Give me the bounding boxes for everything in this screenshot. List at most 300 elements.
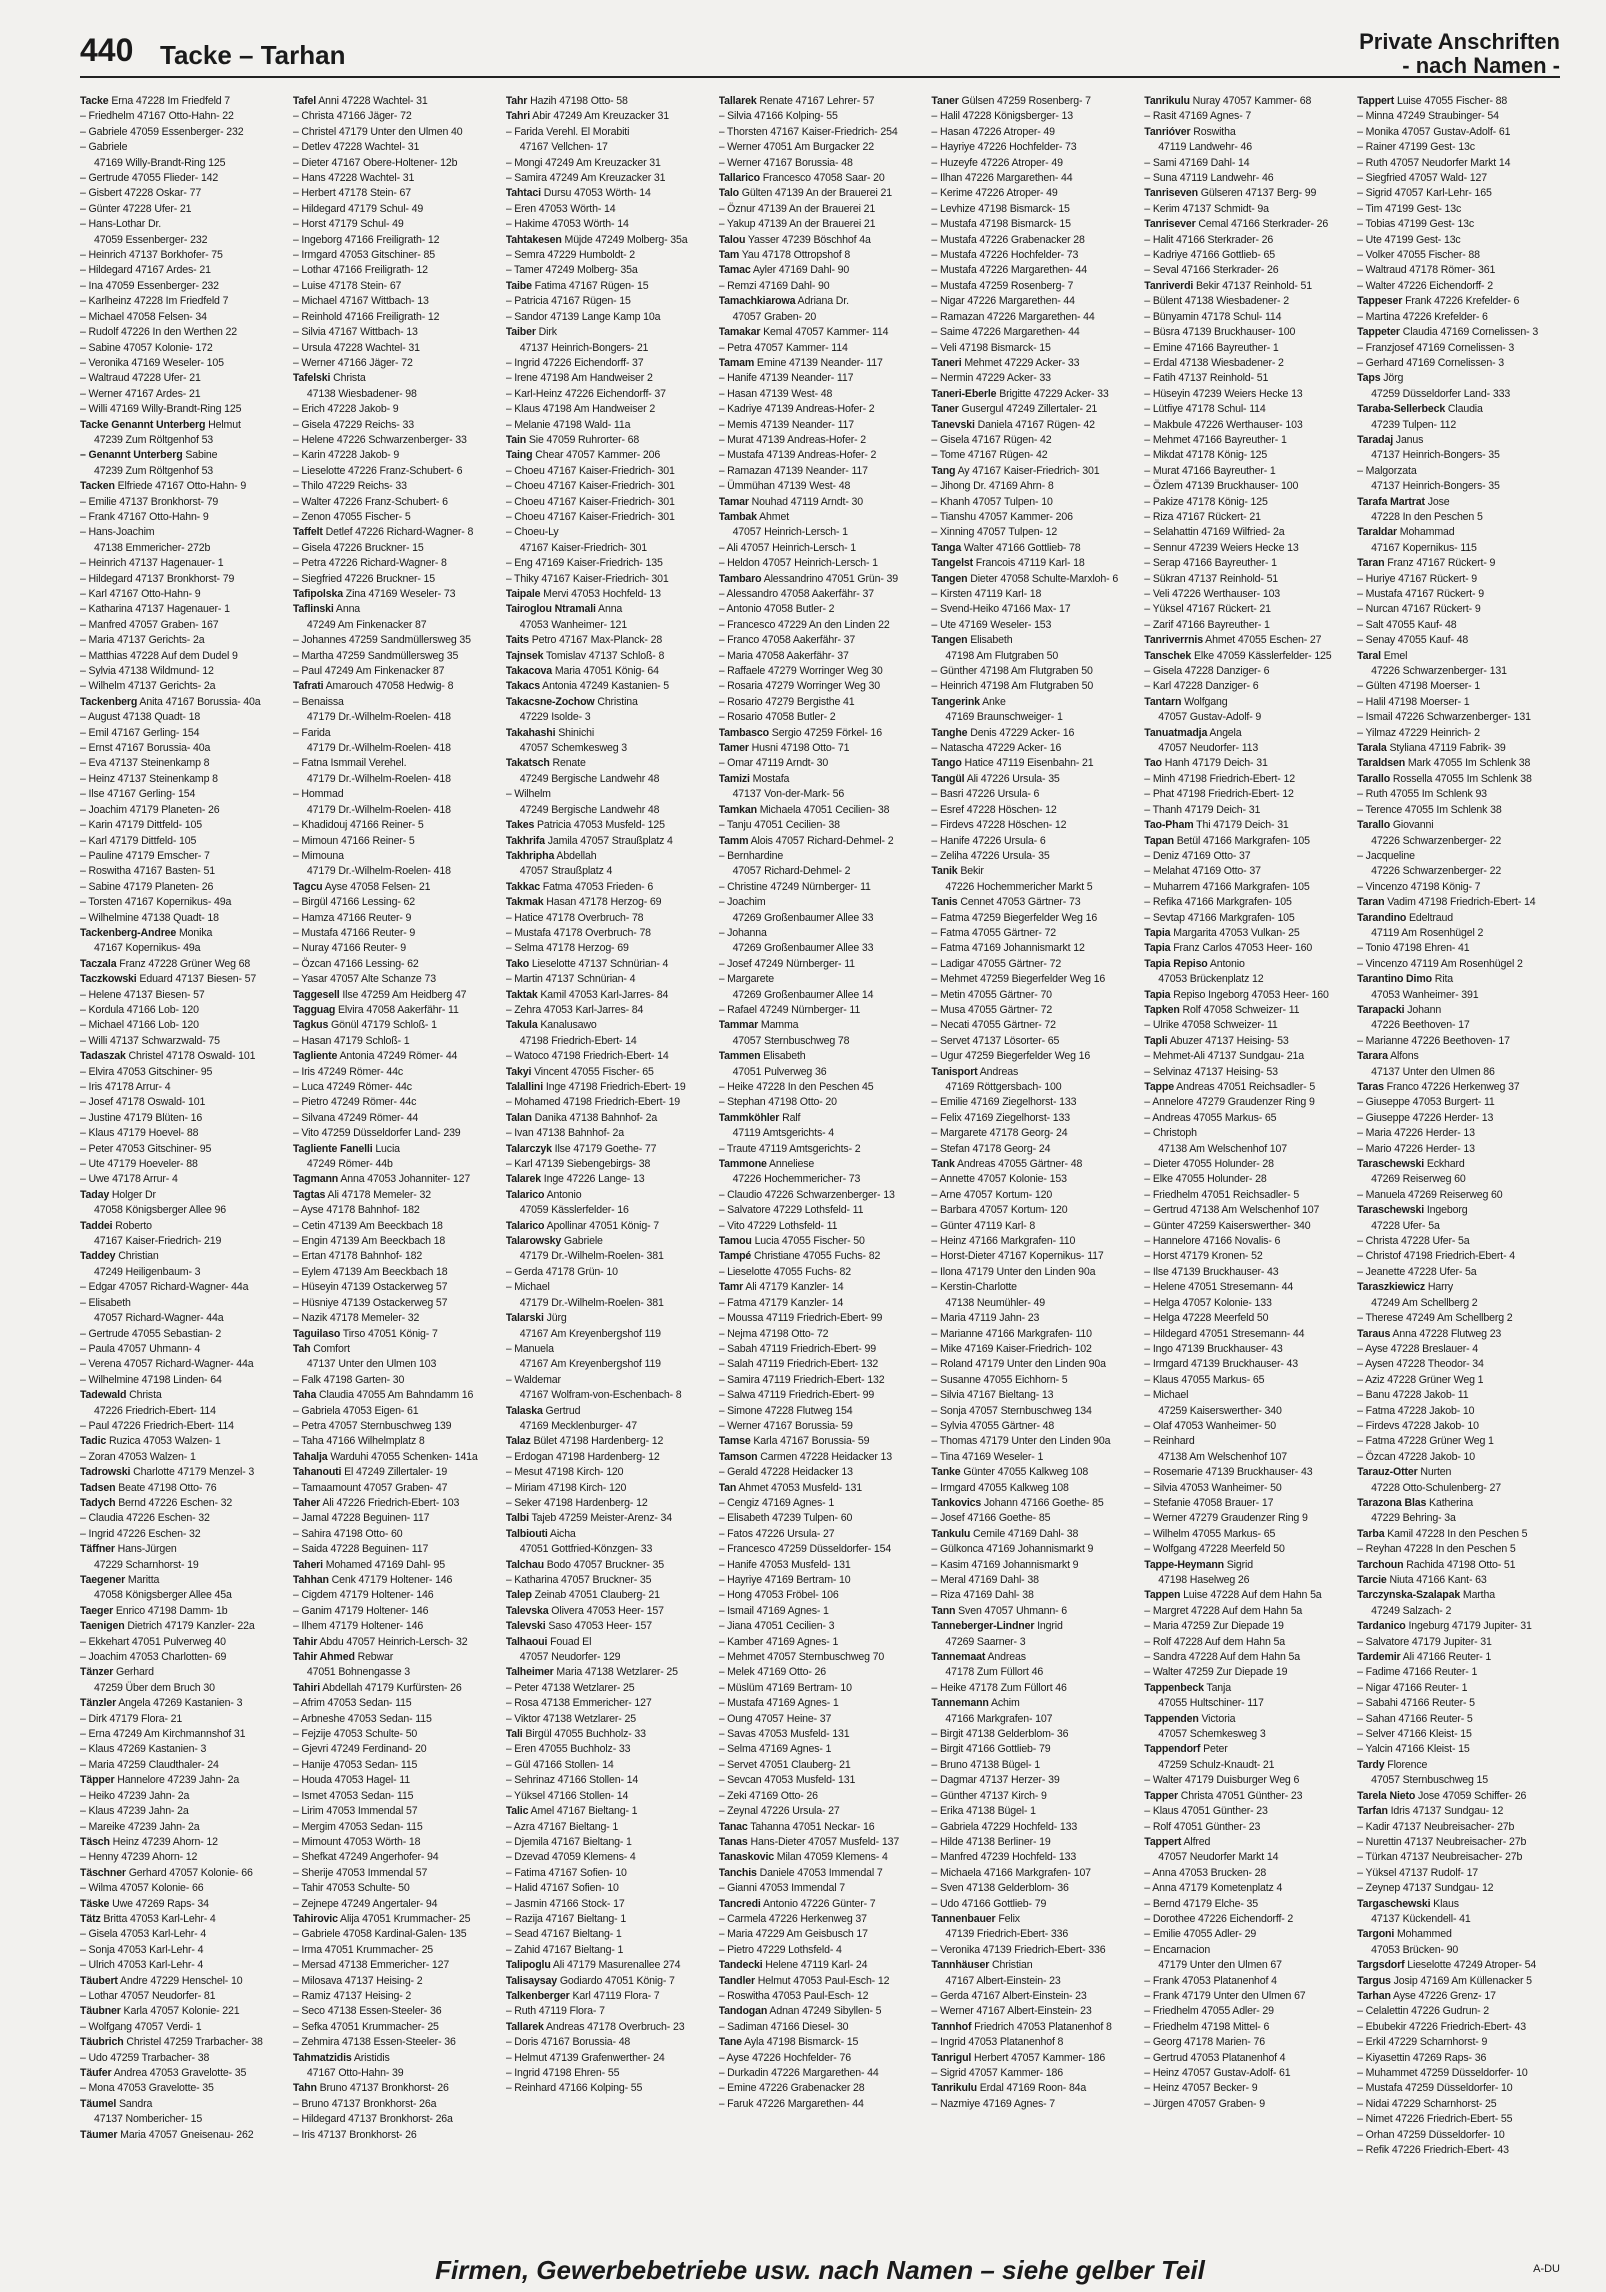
directory-entry [293,2035,496,2050]
directory-entry [80,957,283,972]
directory-entry [1144,171,1347,186]
entry-text: Jürg [546,1312,567,1325]
directory-entry [719,1604,922,1619]
directory-entry [1357,1419,1560,1434]
entry-surname: Tarczynska-Szalapak [1357,1589,1461,1602]
entry-text: – Jasmin 47166 Stock- 17 [505,1897,625,1910]
entry-text: 47167 Kaiser-Friedrich- 219 [94,1235,222,1248]
entry-text: – Ganim 47179 Holtener- 146 [292,1604,429,1617]
directory-entry [719,140,922,155]
directory-entry [293,1820,496,1835]
entry-text: – Ernst 47167 Borussia- 40a [80,742,211,755]
directory-entry [80,1789,283,1804]
directory-entry [1357,1820,1560,1835]
entry-text: Maria 47051 König- 64 [554,665,659,678]
directory-entry [80,972,283,987]
directory-entry [1357,1404,1560,1419]
entry-text: – Halil 47198 Moerser- 1 [1357,695,1470,708]
directory-entry [293,186,496,201]
directory-entry [931,602,1134,617]
entry-surname: Tamachkiarowa [718,295,796,308]
entry-text: – Sevcan 47053 Musfeld- 131 [718,1774,856,1787]
entry-text: – Ugur 47259 Biegerfelder Weg 16 [931,1050,1091,1063]
entry-surname: Taheri [292,1558,323,1571]
entry-text: 47179 Dr.-Wilhelm-Roelen- 418 [306,711,451,724]
entry-text: – Engin 47139 Am Beeckbach 18 [292,1235,446,1248]
entry-surname: Taraszkiewicz [1357,1281,1426,1294]
entry-text: – Giuseppe 47053 Burgert- 11 [1357,1096,1495,1109]
directory-entry [80,1018,283,1033]
entry-surname: Tagmann [292,1173,339,1186]
entry-text: Elisabeth [763,1050,806,1063]
directory-entry [1357,1588,1560,1603]
directory-entry [931,1327,1134,1342]
directory-entry [293,572,496,587]
directory-entry [506,1681,709,1696]
entry-text: – Waltraud 47178 Römer- 361 [1357,264,1496,277]
entry-text: 47178 Zum Füllort 46 [945,1666,1044,1679]
directory-entry [293,1095,496,1110]
entry-text: – Esref 47228 Höschen- 12 [931,803,1057,816]
entry-text: – Christa 47166 Jäger- 72 [292,110,412,123]
entry-surname: Talarek [505,1173,541,1186]
directory-entry [931,279,1134,294]
entry-text: – Manfred 47239 Hochfeld- 133 [931,1851,1077,1864]
directory-entry [1357,1188,1560,1203]
entry-text: 47269 Großenbaumer Allee 14 [732,988,874,1001]
directory-entry [1144,1265,1347,1280]
directory-entry [1357,1065,1560,1080]
directory-entry [1144,310,1347,325]
entry-text: Erdal 47169 Roon- 84a [979,2082,1087,2095]
directory-entry [1144,572,1347,587]
directory-entry [719,94,922,109]
entry-surname: Targaschewski [1357,1897,1431,1910]
directory-entry [293,2004,496,2019]
entry-text: – Mustafa 47226 Margarethen- 44 [931,264,1087,277]
entry-text: – Mustafa 47226 Grabenacker 28 [931,233,1085,246]
directory-entry [1144,294,1347,309]
directory-entry [506,1773,709,1788]
entry-text: Mohammad [1399,526,1455,539]
entry-text: – Ismail 47169 Agnes- 1 [718,1604,829,1617]
entry-text: – Kerstin-Charlotte [931,1281,1017,1294]
directory-entry [293,1604,496,1619]
directory-entry [293,1773,496,1788]
directory-entry [1144,1203,1347,1218]
entry-surname: Tarala [1357,742,1387,755]
directory-entry [1357,649,1560,664]
directory-entry [506,972,709,987]
entry-surname: Tahanouti [292,1466,342,1479]
directory-entry [719,2051,922,2066]
entry-text: – Tanju 47051 Cecilien- 38 [718,819,840,832]
entry-text: Antonia 47249 Kastanien- 5 [542,680,670,693]
entry-text: Dirk [538,326,557,339]
entry-text: Angela [1209,726,1242,739]
directory-entry [506,248,709,263]
directory-entry [293,1327,496,1342]
directory-entry [931,418,1134,433]
entry-text: – Hasan 47179 Schloß- 1 [292,1034,410,1047]
entry-text: – Franco 47058 Aakerfähr- 37 [718,634,856,647]
entry-text: – Heiko 47239 Jahn- 2a [80,1789,190,1802]
entry-text: Gertrud [545,1404,581,1417]
directory-entry [1144,1974,1347,1989]
directory-entry [506,1635,709,1650]
directory-entry [506,294,709,309]
entry-text: – Martin 47137 Schnürian- 4 [505,973,636,986]
entry-text: – Farida Verehl. El Morabiti [505,125,630,138]
entry-text: 47138 Wiesbadener- 98 [306,387,417,400]
directory-entry [506,510,709,525]
entry-text: Angela 47269 Kastanien- 3 [118,1697,243,1710]
directory-entry [80,1511,283,1526]
directory-entry [931,957,1134,972]
directory-entry [1357,1742,1560,1757]
entry-text: – Ayse 47178 Bahnhof- 182 [292,1204,420,1217]
entry-surname: Tanuatmadja [1144,726,1208,739]
entry-text: Rossella 47055 Im Schlenk 38 [1392,772,1532,785]
entry-text: 47138 Neumühler- 49 [945,1296,1046,1309]
entry-surname: Taflinski [292,603,334,616]
entry-surname: Tadych [80,1496,116,1509]
directory-entry [293,418,496,433]
entry-text: – Josef 47166 Goethe- 85 [931,1512,1051,1525]
directory-entry [506,679,709,694]
directory-entry [719,988,922,1003]
entry-text: – Zejnepe 47249 Angertaler- 94 [292,1897,438,1910]
entry-surname: Tappen [1144,1589,1181,1602]
entry-surname: Tanschek [1144,649,1192,662]
entry-text: Anna 47053 Johanniter- 127 [340,1173,471,1186]
entry-text: – Rosemarie 47139 Bruckhauser- 43 [1144,1466,1313,1479]
directory-entry [506,109,709,124]
entry-text: Harry [1427,1281,1454,1294]
directory-entry [1357,541,1560,556]
entry-surname: Tahir Ahmed [292,1651,355,1664]
entry-text: 47166 Markgrafen- 107 [945,1712,1053,1725]
entry-text: Warduhi 47055 Schenken- 141a [330,1450,478,1463]
entry-surname: Targoni [1357,1928,1395,1941]
directory-entry [1357,1342,1560,1357]
entry-surname: Talaz [505,1435,531,1448]
entry-text: Shinichi [558,726,595,739]
entry-surname: Tanghe [931,726,968,739]
entry-text: 47269 Großenbaumer Allee 33 [732,911,874,924]
directory-entry [719,1065,922,1080]
directory-entry [1144,109,1347,124]
entry-text: – Joachim 47053 Charlotten- 69 [80,1651,227,1664]
directory-entry [931,171,1134,186]
entry-text: – Pietro 47249 Römer- 44c [292,1096,417,1109]
entry-surname: Tacke [80,95,109,107]
entry-text: 47055 Hultschiner- 117 [1158,1697,1264,1710]
directory-entry [293,1203,496,1218]
directory-entry [506,418,709,433]
entry-text: 47179 Dr.-Wilhelm-Roelen- 418 [306,803,451,816]
entry-text: – Cengiz 47169 Agnes- 1 [718,1496,835,1509]
directory-entry [293,341,496,356]
entry-text: 47137 Unter den Ulmen 103 [306,1358,437,1371]
entry-text: – Anna 47179 Kometenplatz 4 [1144,1882,1283,1895]
directory-entry [931,156,1134,171]
entry-text: – Susanne 47055 Eichhorn- 5 [931,1373,1068,1386]
entry-text: – Vincenzo 47198 König- 7 [1357,880,1481,893]
directory-entry [80,1296,283,1311]
entry-text: Peter [1203,1743,1228,1756]
directory-entry [80,633,283,648]
entry-text: – Gül 47166 Stollen- 14 [505,1758,614,1771]
entry-surname: Taraldsen [1357,757,1406,770]
directory-entry [293,433,496,448]
entry-surname: Taraschewski [1357,1204,1425,1217]
entry-text: Sie 47059 Ruhrorter- 68 [528,433,640,446]
entry-text: – Josef 47249 Nürnberger- 11 [718,957,855,970]
directory-entry [1144,679,1347,694]
directory-entry [719,1650,922,1665]
entry-text: – Özcan 47228 Jakob- 10 [1357,1450,1476,1463]
entry-text: – Salt 47055 Kauf- 48 [1357,618,1457,631]
entry-surname: Tamakar [718,326,761,339]
entry-text: – Christoph [1144,1127,1197,1140]
directory-entry [1357,1835,1560,1850]
entry-text: Antonio 47226 Günter- 7 [762,1897,876,1910]
entry-text: – Gisela 47226 Bruckner- 15 [292,541,424,554]
entry-surname: Tallarico [718,172,760,185]
directory-entry [1357,2112,1560,2127]
directory-entry [931,433,1134,448]
entry-surname: Targus [1357,1974,1391,1987]
entry-surname: Talhaoui [505,1635,548,1648]
directory-entry [719,1974,922,1989]
directory-entry [1144,1573,1347,1588]
directory-entry [1357,849,1560,864]
entry-text: – Anna 47053 Brucken- 28 [1144,1866,1267,1879]
entry-text: – Traute 47119 Amtsgerichts- 2 [718,1142,861,1155]
directory-entry [719,1357,922,1372]
entry-text: – Hanife 47226 Ursula- 6 [931,834,1046,847]
entry-text: – Suna 47119 Landwehr- 46 [1144,172,1274,185]
entry-text: – Zeynal 47226 Ursula- 27 [718,1805,840,1818]
directory-entry [80,664,283,679]
entry-text: Mostafa [752,772,790,785]
directory-entry [1144,726,1347,741]
directory-entry [80,1434,283,1449]
entry-text: – Doris 47167 Borussia- 48 [505,2036,631,2049]
entry-surname: Tairoglou Ntramali [505,603,596,616]
directory-entry [506,325,709,340]
directory-entry [1357,263,1560,278]
entry-text: Alfons [1390,1050,1419,1063]
entry-text: – Tim 47199 Gest- 13c [1357,202,1462,215]
directory-entry [719,186,922,201]
entry-surname: Talep [505,1589,532,1602]
directory-entry [1357,618,1560,633]
directory-entry [931,2004,1134,2019]
entry-text: Eckhard [1426,1158,1465,1171]
entry-text: – Maria 47229 Am Geisbusch 17 [718,1928,868,1941]
directory-entry [719,479,922,494]
directory-entry [719,1296,922,1311]
entry-text: Rachida 47198 Otto- 51 [1406,1558,1516,1571]
entry-surname: Tanaskovic [718,1851,774,1864]
entry-text: – Reinhard 47166 Kolping- 55 [505,2082,643,2095]
entry-text: – Remzi 47169 Dahl- 90 [718,279,830,292]
directory-entry [719,1018,922,1033]
entry-text: – Siegfried 47226 Bruckner- 15 [292,572,435,585]
directory-entry [506,1789,709,1804]
directory-entry [293,726,496,741]
entry-text: Müjde 47249 Molberg- 35a [564,233,688,246]
directory-entry [80,618,283,633]
entry-text: – Salvatore 47179 Jupiter- 31 [1357,1635,1492,1648]
entry-text: 47167 Am Kreyenbergshof 119 [519,1327,661,1340]
entry-surname: Tamr [718,1281,744,1294]
entry-text: Hans-Jürgen [117,1543,177,1556]
directory-entry [506,1434,709,1449]
directory-entry [931,479,1134,494]
directory-entry [931,941,1134,956]
directory-entry [1144,1665,1347,1680]
directory-entry [719,371,922,386]
directory-entry [1357,1866,1560,1881]
directory-entry [293,217,496,232]
entry-surname: Taeger [80,1604,114,1617]
entry-text: – Frank 47179 Unter den Ulmen 67 [1144,1989,1306,2002]
directory-entry [719,525,922,540]
entry-text: – Zarif 47166 Bayreuther- 1 [1144,618,1270,631]
directory-entry [931,1080,1134,1095]
directory-entry [293,94,496,109]
entry-text: – Metin 47055 Gärtner- 70 [931,988,1052,1001]
entry-text: – Hamza 47166 Reuter- 9 [292,911,412,924]
entry-text: Adnan 47249 Sibyllen- 5 [769,2005,882,2018]
directory-entry [1144,1866,1347,1881]
entry-text: – Hayriye 47169 Bertram- 10 [718,1574,851,1586]
entry-text: – Johannes 47259 Sandmüllersweg 35 [292,634,471,647]
directory-entry [293,1265,496,1280]
entry-text: – Ulrich 47053 Karl-Lehr- 4 [80,1959,204,1972]
entry-surname: Täumel [80,2097,117,2110]
directory-entry [1357,1542,1560,1557]
entry-text: – Karl-Heinz 47226 Eichendorff- 37 [505,387,666,400]
entry-text: – Heinrich 47198 Am Flutgraben 50 [931,680,1094,693]
directory-entry [293,1958,496,1973]
entry-surname: Tako [505,957,530,970]
entry-surname: Tao [1144,757,1162,770]
entry-surname: Taing [505,449,533,462]
entry-text: Helene 47119 Karl- 24 [765,1959,868,1972]
directory-entry [80,602,283,617]
directory-entry [506,1527,709,1542]
entry-surname: Tarchoun [1357,1558,1404,1571]
directory-entry [293,1727,496,1742]
directory-entry [1357,1481,1560,1496]
entry-surname: Tamou [718,1235,752,1248]
entry-text: Herbert 47057 Kammer- 186 [974,2051,1106,2064]
directory-entry [1357,156,1560,171]
directory-entry [719,125,922,140]
directory-entry [1144,1789,1347,1804]
directory-entry [293,1558,496,1573]
entry-surname: Tappendorf [1144,1743,1201,1756]
entry-text: 47179 Dr.-Wilhelm-Roelen- 418 [306,865,451,878]
directory-entry [1144,433,1347,448]
directory-entry [293,325,496,340]
directory-entry [931,679,1134,694]
directory-entry [1357,926,1560,941]
directory-entry [1144,1650,1347,1665]
entry-text: – Nermin 47229 Acker- 33 [931,372,1051,385]
entry-text: – Ilona 47179 Unter den Linden 90a [931,1265,1096,1278]
directory-entry [1357,1897,1560,1912]
directory-entry [293,1049,496,1064]
entry-text: – Giuseppe 47226 Herder- 13 [1357,1111,1494,1124]
directory-entry [719,695,922,710]
directory-entry [506,1049,709,1064]
directory-entry [1144,94,1347,109]
entry-surname: Tamizi [718,772,750,785]
entry-text: – Ayse 47228 Breslauer- 4 [1357,1342,1479,1355]
entry-text: Bület 47198 Hardenberg- 12 [533,1435,664,1448]
directory-entry [719,1450,922,1465]
entry-text: – Horst 47179 Kronen- 52 [1144,1250,1263,1263]
entry-text: – Zoran 47053 Walzen- 1 [80,1450,196,1463]
entry-text: – Savas 47053 Musfeld- 131 [718,1728,850,1741]
directory-entry [931,1943,1134,1958]
directory-entry [506,1742,709,1757]
directory-entry [293,1496,496,1511]
directory-entry [293,2066,496,2081]
directory-entry [506,1912,709,1927]
entry-text: – Annette 47057 Kolonie- 153 [931,1173,1067,1186]
entry-surname: Taits [505,634,529,647]
directory-entry [931,1311,1134,1326]
directory-entry [293,1619,496,1634]
entry-surname: Tamam [718,356,755,369]
directory-entry [1144,325,1347,340]
directory-entry [80,217,283,232]
entry-text: Antonio [546,1188,582,1201]
directory-entry [506,1388,709,1403]
directory-entry [506,479,709,494]
entry-surname: Tanrisever [1144,218,1196,231]
entry-text: Johann 47166 Goethe- 85 [983,1496,1104,1509]
directory-entry [80,834,283,849]
directory-entry [506,1296,709,1311]
entry-text: 47051 Bohnengasse 3 [306,1666,411,1679]
directory-entry [719,325,922,340]
directory-entry [80,1866,283,1881]
directory-entry [931,1665,1134,1680]
entry-text: – Christine 47249 Nürnberger- 11 [718,880,871,893]
directory-entry [1357,556,1560,571]
entry-surname: Tannhof [931,2020,972,2033]
directory-entry [293,1126,496,1141]
entry-text: – Pauline 47179 Emscher- 7 [80,849,210,862]
entry-text: Aristidis [353,2051,390,2064]
directory-entry [1357,2004,1560,2019]
entry-text: – Riza 47169 Dahl- 38 [931,1589,1034,1602]
directory-entry [80,1034,283,1049]
directory-entry [931,1650,1134,1665]
directory-entry [1357,387,1560,402]
entry-text: – Serap 47166 Bayreuther- 1 [1144,557,1277,570]
directory-entry [293,1835,496,1850]
directory-entry [1144,772,1347,787]
directory-entry [1144,1989,1347,2004]
